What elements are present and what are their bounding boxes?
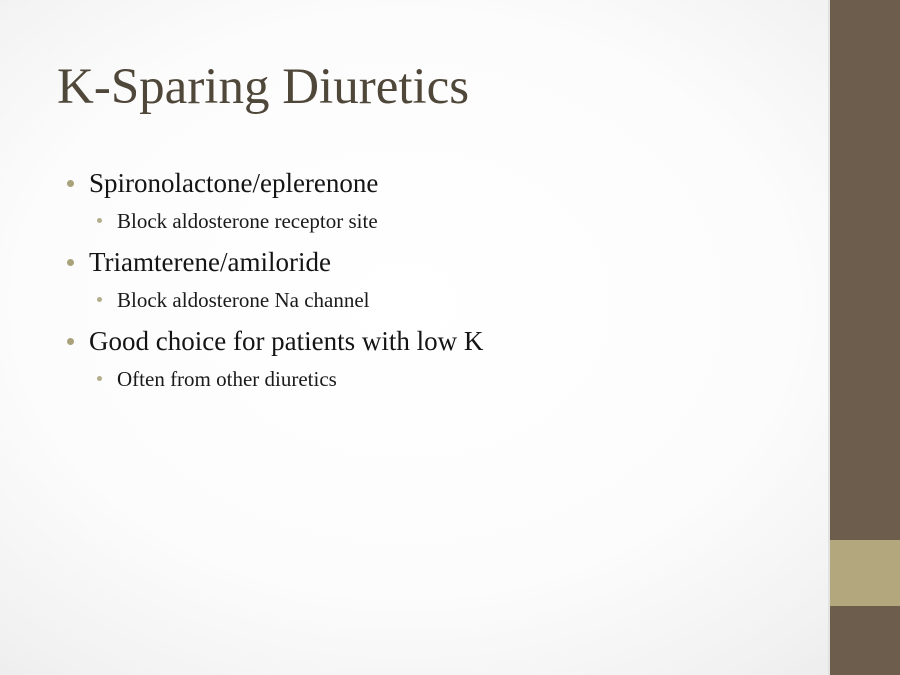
side-bar-accent — [830, 540, 900, 606]
bullet-item — [65, 245, 805, 285]
bullet-text: Good choice for patients with low K — [89, 326, 484, 356]
sub-bullet-text: Block aldosterone receptor site — [117, 209, 378, 233]
bullet-dot-icon — [67, 338, 74, 345]
bullet-item — [65, 166, 805, 206]
sub-bullet-text: Often from other diuretics — [117, 367, 337, 391]
bullet-dot-icon — [67, 259, 74, 266]
bullet-dot-icon — [67, 180, 74, 187]
sub-bullet-dot-icon — [97, 376, 102, 381]
bullet-text: Triamterene/amiloride — [89, 247, 331, 277]
bullet-text: Spironolactone/eplerenone — [89, 168, 379, 198]
sub-bullet-item — [65, 206, 805, 245]
bullet-list — [65, 166, 805, 403]
sub-bullet-dot-icon — [97, 218, 102, 223]
sub-bullet-text: Block aldosterone Na channel — [117, 288, 370, 312]
bullet-item — [65, 324, 805, 364]
slide-title: K-Sparing Diuretics — [57, 59, 470, 115]
sub-bullet-item — [65, 285, 805, 324]
sub-bullet-dot-icon — [97, 297, 102, 302]
sub-bullet-item — [65, 364, 805, 403]
